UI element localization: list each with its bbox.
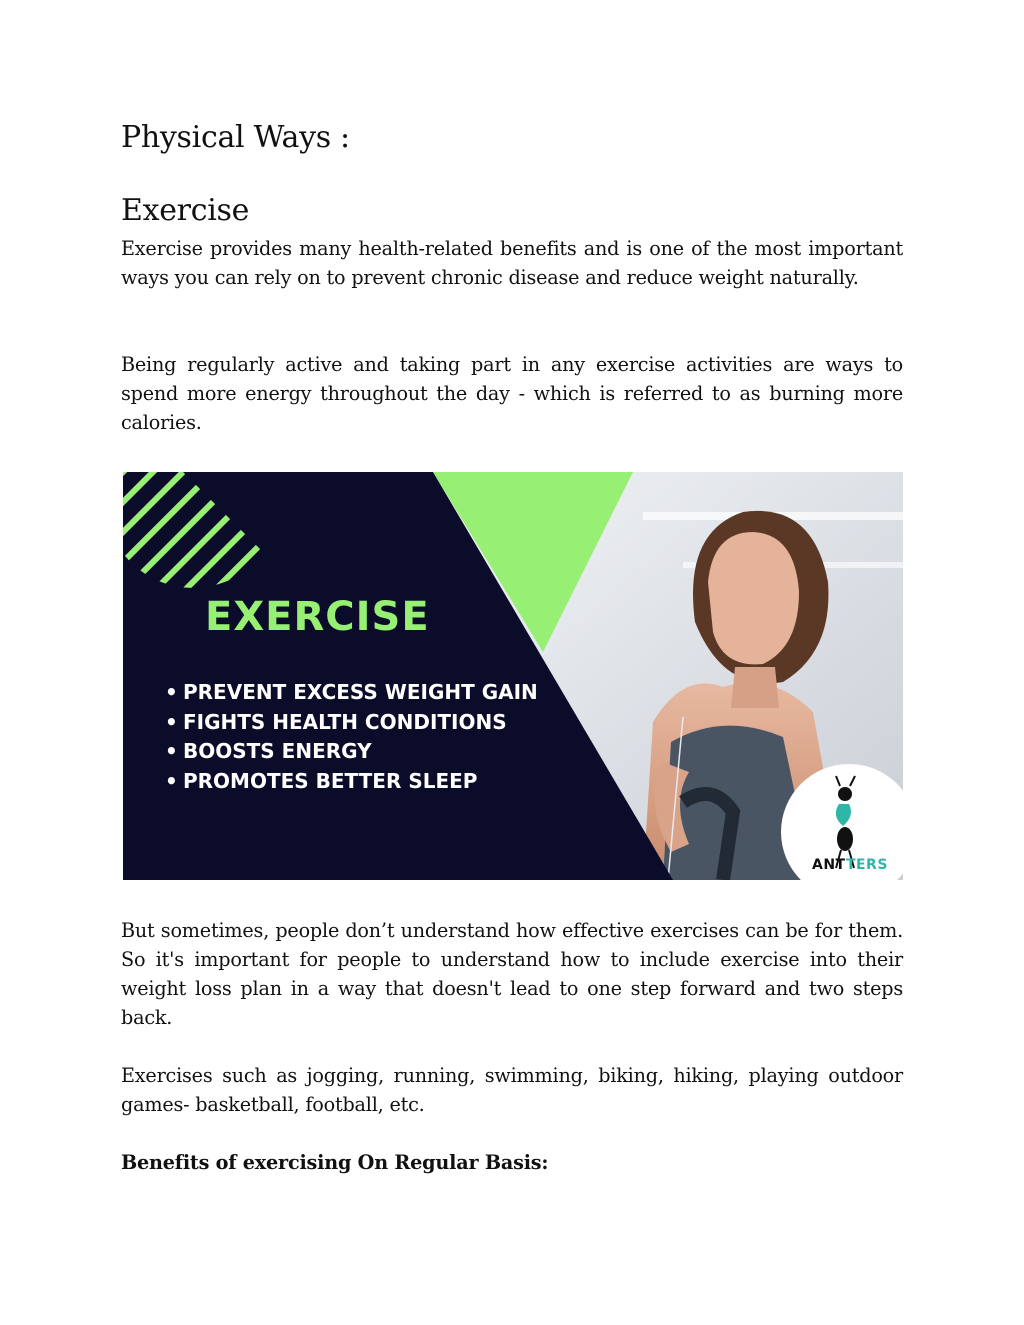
- paragraph-exercise-examples: Exercises such as jogging, running, swimming, biking, hiking, playing outdoor games- basketball, football, etc.: [121, 1064, 903, 1116]
- paragraph-effective-exercises: But sometimes, people don’t understand how effective exercises can be for them. So it's important for people to understand how to include exercise into their weight loss plan in a way that doesn't lead to one step forward and two steps back.: [121, 919, 903, 1029]
- banner-title: EXERCISE: [205, 594, 430, 640]
- paragraph-being-active: Being regularly active and taking part in any exercise activities are ways to spend more energy throughout the day - which is referred to as burning more calories.: [121, 353, 903, 434]
- banner-bullet: • PROMOTES BETTER SLEEP: [165, 767, 538, 797]
- banner-bullet-list: [165, 678, 538, 796]
- banner-bullet: • FIGHTS HEALTH CONDITIONS: [165, 708, 538, 738]
- paragraph-exercise-benefits: Exercise provides many health-related benefits and is one of the most important ways you can rely on to prevent chronic disease and reduce weight naturally.: [121, 237, 903, 289]
- heading-exercise: Exercise: [121, 193, 250, 228]
- logo-ters: TERS: [845, 857, 888, 873]
- benefits-subheading: Benefits of exercising On Regular Basis:: [121, 1151, 549, 1174]
- logo-ant: ANT: [812, 857, 846, 873]
- exercise-banner-image: [123, 472, 903, 880]
- banner-bullet: • PREVENT EXCESS WEIGHT GAIN: [165, 678, 538, 708]
- logo-wordmark: [812, 857, 888, 873]
- banner-bullet: • BOOSTS ENERGY: [165, 737, 538, 767]
- heading-physical-ways: Physical Ways :: [121, 120, 350, 155]
